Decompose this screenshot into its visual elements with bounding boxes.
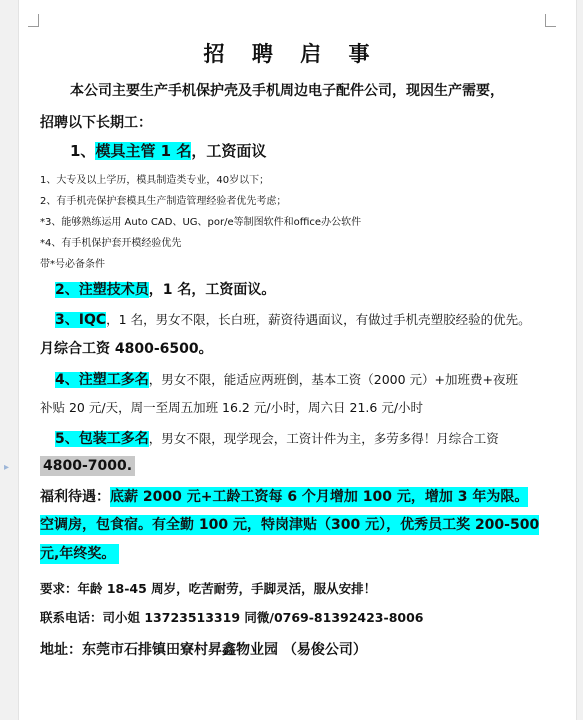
company-address: 地址：东莞市石排镇田寮村昇鑫物业园 （易俊公司） [40,642,367,658]
job1-req-1: 1、大专及以上学历，模具制造类专业，40岁以下； [40,175,270,186]
job4-line-2: 补贴 20 元/天，周一至周五加班 16.2 元/小时，周六日 21.6 元/小时 [40,400,424,415]
age-requirement: 要求：年龄 18-45 周岁，吃苦耐劳，手脚灵活，服从安排！ [40,581,377,596]
benefits-line-1 [40,490,528,504]
job5-heading [55,432,499,446]
job1-name: 模具主管 1 名 [95,142,192,160]
job3-heading [55,313,531,327]
benefits-text-1: 底薪 2000 元+工龄工资每 6 个月增加 100 元，增加 3 年为限。 [110,489,529,505]
job5-rest: ，男女不限，现学现会，工资计件为主，多劳多得！月综合工资 [148,431,499,446]
page-title: 招 聘 启 事 [203,42,380,66]
benefits-text-3: 元,年终奖。 [40,544,119,564]
job5-name: 5、包装工多名 [55,431,149,447]
job1-heading [70,144,266,159]
job4-name: 4、注塑工多名 [55,372,149,388]
left-margin-strip [0,0,19,720]
job4-rest: ，男女不限，能适应两班倒，基本工资（2000 元）+加班费+夜班 [148,372,518,387]
job1-rest: ，工资面议 [191,142,267,160]
contact-info: 联系电话：司小姐 13723513319 同微/0769-81392423-8006 [40,610,424,625]
right-scrollbar-strip[interactable] [576,0,583,720]
job2-rest: ，1 名，工资面议。 [148,282,276,298]
paragraph-marker-icon: ▸ [4,462,10,473]
benefits-line-2 [40,518,539,532]
job4-heading [55,373,518,387]
job3-line-2: 月综合工资 4800-6500。 [40,341,213,357]
job5-line-2 [40,459,135,473]
job3-rest: ，1 名，男女不限，长白班，薪资待遇面议，有做过手机壳塑胶经验的优先。 [106,312,531,327]
job2-heading [55,283,275,297]
job3-name: 3、IQC [55,312,107,328]
job1-number: 1、 [70,142,96,160]
job1-req-4: *4、有手机保护套开模经验优先 [40,238,182,249]
benefits-label: 福利待遇： [40,489,110,505]
intro-line-2: 招聘以下长期工： [40,115,152,131]
job1-req-5: 带*号必备条件 [40,259,105,270]
top-right-margin-mark [545,14,556,27]
benefits-line-3 [40,547,119,561]
job1-req-3: *3、能够熟练运用 Auto CAD、UG、por/e等制图软件和office办公软件 [40,217,362,228]
job1-req-2: 2、有手机壳保护套模具生产制造管理经验者优先考虑； [40,196,287,207]
job2-name: 2、注塑技术员 [55,282,149,298]
job5-salary-range: 4800-7000. [40,456,135,476]
benefits-text-2: 空调房，包食宿。有全勤 100 元，特岗津贴（300 元），优秀员工奖 200-500 [40,517,540,533]
intro-line-1: 本公司主要生产手机保护壳及手机周边电子配件公司，现因生产需要， [70,83,504,99]
top-left-margin-mark [28,14,39,27]
